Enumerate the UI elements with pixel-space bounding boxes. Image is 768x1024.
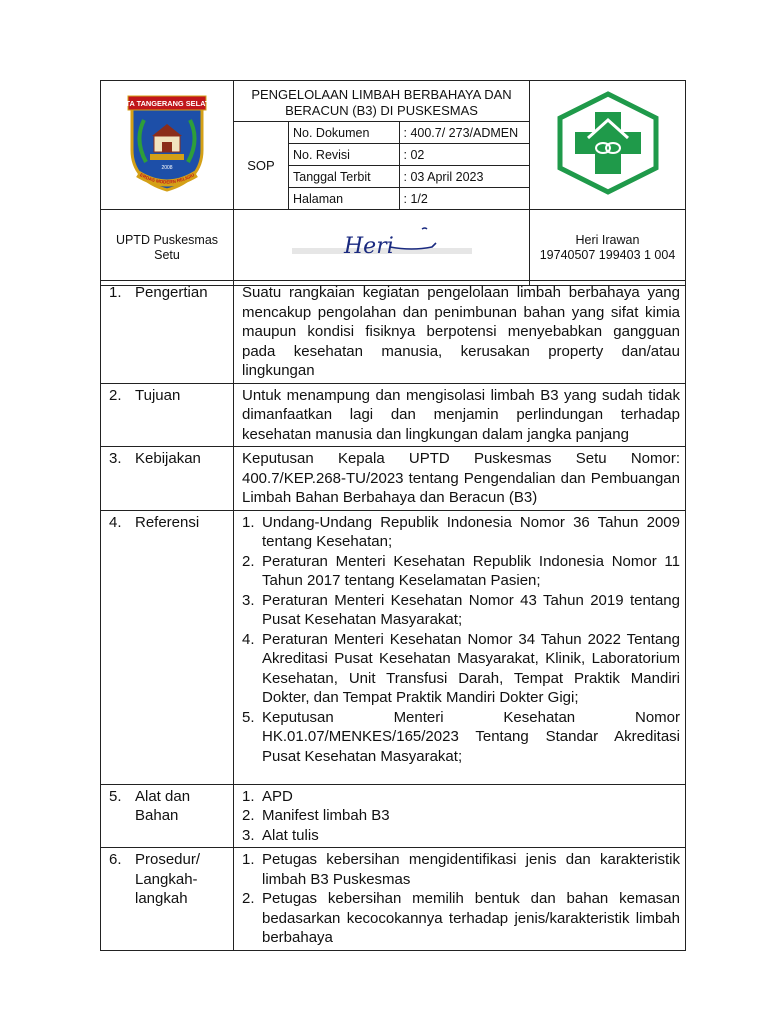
section-number: 3. xyxy=(109,450,122,467)
list-item-text: Alat tulis xyxy=(262,826,319,844)
signature-text: Heri xyxy=(343,234,394,259)
list-item xyxy=(236,850,680,889)
logo-year-text: 2008 xyxy=(161,164,173,171)
list-item-number: 1. xyxy=(242,851,255,868)
list-item xyxy=(236,513,680,552)
meta-label-dokumen: No. Dokumen xyxy=(289,122,399,143)
section-row xyxy=(101,784,686,848)
section-label-line3: langkah xyxy=(135,890,188,907)
meta-label-revisi: No. Revisi xyxy=(289,144,399,165)
logo-motto-text: ERDAS MODERN RELIGIU xyxy=(139,171,196,185)
section-row xyxy=(101,383,686,447)
sop-content-table xyxy=(100,280,686,951)
section-label xyxy=(101,510,234,784)
section-number: 4. xyxy=(109,513,122,531)
list-item xyxy=(236,889,680,948)
list-item xyxy=(236,787,680,807)
list-item-number: 5. xyxy=(242,708,255,726)
list-item-text: Petugas kebersihan mengidentifikasi jenis dan karakteristik limbah B3 Puskesmas xyxy=(262,851,680,888)
meta-value-dokumen: : 400.7/ 273/ADMEN xyxy=(403,125,519,140)
section-number: 2. xyxy=(109,386,122,404)
meta-container xyxy=(289,122,530,144)
section-label xyxy=(101,383,234,447)
section-text-pengertian: Suatu rangkaian kegiatan pengelolaan limbah berbahaya yang mencakup pengolahan dan penimbunan bahan yang sifat kimia maupun kondisi fisiknya berpotensi menyebabkan gangguan pada kesehatan manusia, kerusakan property dan/atau lingkungan xyxy=(234,281,686,384)
list-item-number: 2. xyxy=(242,890,255,907)
list-item xyxy=(236,806,680,826)
list-item xyxy=(236,826,680,846)
list-item xyxy=(236,552,680,591)
meta-value-tanggal: : 03 April 2023 xyxy=(403,169,484,184)
section-number: 5. xyxy=(109,787,122,805)
list-item-text: APD xyxy=(262,787,293,805)
meta-row-revisi xyxy=(289,144,530,166)
list-item-number: 2. xyxy=(242,552,255,570)
city-crest-icon xyxy=(114,90,220,196)
section-row xyxy=(101,447,686,511)
section-number: 6. xyxy=(109,851,122,868)
section-text-kebijakan: Keputusan Kepala UPTD Puskesmas Setu Nomor: 400.7/KEP.268-TU/2023 tentang Pengendalian dan Pembuangan Limbah Bahan Berbahaya dan Beracun (B3) xyxy=(234,447,686,511)
section-list-prosedur xyxy=(234,848,686,951)
unit-line2: Setu xyxy=(154,247,180,262)
puskesmas-cross-icon xyxy=(548,90,668,196)
section-label xyxy=(101,281,234,384)
list-item-text: Keputusan Menteri Kesehatan Nomor HK.01.07/MENKES/165/2023 Tentang Standar Akreditasi Pusat Kesehatan Masyarakat; xyxy=(262,708,680,765)
list-item xyxy=(236,708,680,767)
meta-value-revisi: : 02 xyxy=(403,147,425,162)
list-item-number: 1. xyxy=(242,787,255,805)
list-item-text: Peraturan Menteri Kesehatan Nomor 43 Tahun 2019 tentang Pusat Kesehatan Masyarakat; xyxy=(262,591,680,628)
meta-label-tanggal: Tanggal Terbit xyxy=(289,166,399,187)
section-label-line2: Bahan xyxy=(135,807,179,824)
sop-title xyxy=(234,81,530,122)
section-label xyxy=(101,848,234,951)
list-item xyxy=(236,591,680,630)
section-text-tujuan: Untuk menampung dan mengisolasi limbah B3 yang sudah tidak dimanfaatkan lagi dan menjamin perlindungan terhadap kesehatan manusia dan lingkungan dalam jangka panjang xyxy=(234,383,686,447)
list-item-number: 4. xyxy=(242,630,255,648)
list-item-number: 1. xyxy=(242,513,255,531)
logo-banner-text: KOTA TANGERANG SELATAN xyxy=(114,98,220,108)
section-row xyxy=(101,510,686,784)
meta-row-halaman xyxy=(289,188,530,210)
list-item xyxy=(236,630,680,708)
meta-row-tanggal xyxy=(289,166,530,188)
signatory-name: Heri Irawan xyxy=(575,232,640,247)
section-number: 1. xyxy=(109,284,122,301)
section-label-line1: Prosedur/ xyxy=(135,851,201,868)
list-item-number: 3. xyxy=(242,591,255,609)
meta-value-halaman: : 1/2 xyxy=(403,191,428,206)
section-label-text: Pengertian xyxy=(135,284,208,301)
list-item-text: Undang-Undang Republik Indonesia Nomor 36 Tahun 2009 tentang Kesehatan; xyxy=(262,513,680,550)
section-label-line1: Alat dan xyxy=(135,787,191,805)
section-list-referensi xyxy=(234,510,686,784)
section-label-text: Kebijakan xyxy=(135,450,201,467)
list-item-text: Manifest limbah B3 xyxy=(262,807,390,824)
sop-header-table xyxy=(100,80,686,286)
signatory-nip: 19740507 199403 1 004 xyxy=(539,247,676,262)
signatory-cell xyxy=(530,210,686,286)
list-item-text: Peraturan Menteri Kesehatan Nomor 34 Tahun 2022 Tentang Akreditasi Pusat Kesehatan Masyarakat, Klinik, Laboratorium Kesehatan, Unit Transfusi Darah, Tempat Praktik Mandiri Dokter, dan Tempat Praktik Mandiri Dokter Gigi; xyxy=(262,630,680,706)
list-item-number: 3. xyxy=(242,826,255,844)
list-item-text: Petugas kebersihan memilih bentuk dan bahan kemasan bedasarkan kecocokannya terhadap jenis/karakteristik limbah berbahaya xyxy=(262,890,680,946)
section-label xyxy=(101,784,234,848)
city-logo-cell xyxy=(101,81,234,210)
section-label xyxy=(101,447,234,511)
sop-title-line1: PENGELOLAAN LIMBAH BERBAHAYA DAN xyxy=(251,87,512,102)
meta-label-halaman: Halaman xyxy=(289,188,399,209)
list-item-text: Peraturan Menteri Kesehatan Republik Indonesia Nomor 11 Tahun 2017 tentang Keselamatan Pasien; xyxy=(262,552,680,589)
unit-line1: UPTD Puskesmas xyxy=(115,232,219,247)
section-label-text: Referensi xyxy=(135,513,200,531)
section-label-text: Tujuan xyxy=(135,386,181,404)
sop-label: SOP xyxy=(234,122,289,210)
signature-cell xyxy=(234,210,530,286)
section-label-line2: Langkah- xyxy=(135,870,198,888)
unit-cell xyxy=(101,210,234,286)
signature-scribble xyxy=(282,217,482,273)
puskesmas-logo-cell xyxy=(530,81,686,210)
section-list-alat xyxy=(234,784,686,848)
sop-title-line2: BERACUN (B3) DI PUSKESMAS xyxy=(285,103,478,118)
section-row xyxy=(101,848,686,951)
section-row xyxy=(101,281,686,384)
list-item-number: 2. xyxy=(242,807,255,824)
